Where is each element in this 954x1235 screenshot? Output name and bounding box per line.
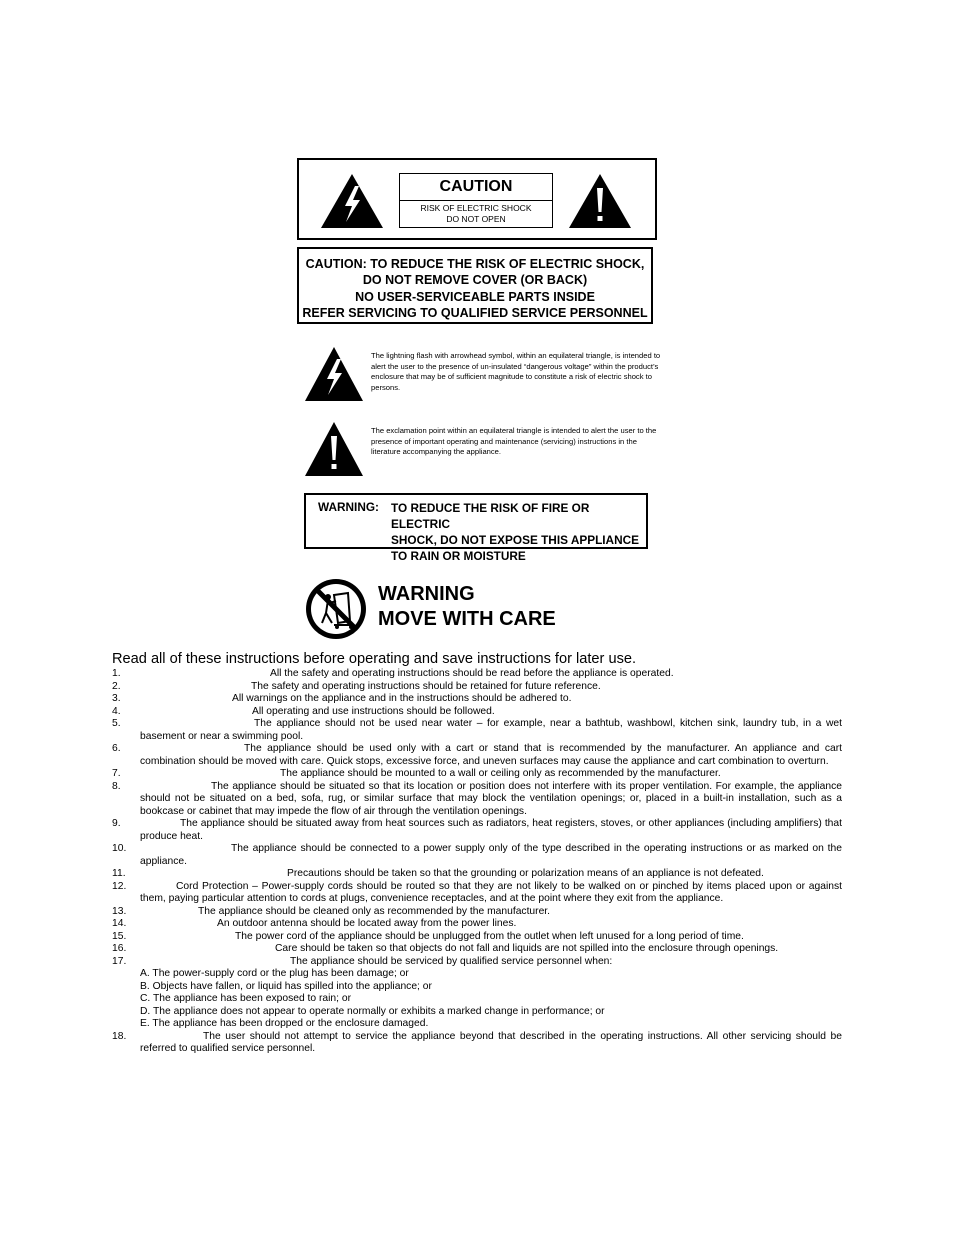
cover-caution-line: NO USER-SERVICEABLE PARTS INSIDE — [355, 289, 595, 304]
lightning-warning-icon — [303, 345, 365, 403]
instruction-number: 9. — [112, 818, 121, 829]
lightning-symbol-text: The lightning flash with arrowhead symbol, within an equilateral triangle, is intended to alert the user to the presence of un-insulated “dangerous voltage” within the product’s enclosure that may be of sufficient magnitude to constitute a risk of electric shock to persons. — [371, 351, 661, 392]
instruction-number: 11. — [112, 868, 126, 879]
instruction-text: Care should be taken so that objects do not fall and liquids are not spilled into the enclosure through openings. — [275, 943, 779, 954]
instruction-text: The safety and operating instructions should be retained for future reference. — [251, 680, 601, 692]
instruction-item — [112, 743, 842, 768]
instruction-item — [112, 843, 842, 868]
exclamation-warning-icon — [303, 420, 365, 478]
instruction-item — [112, 693, 842, 706]
moisture-warning-box — [304, 493, 648, 563]
exclamation-warning-icon — [567, 172, 633, 230]
instruction-item — [112, 881, 842, 906]
warning-label: WARNING: — [318, 500, 379, 514]
instruction-number: 8. — [112, 780, 121, 792]
instruction-item — [112, 868, 842, 881]
lightning-symbol-explanation — [303, 345, 661, 403]
service-condition-item: C. The appliance has been exposed to rain; or — [140, 993, 352, 1004]
instruction-item — [112, 956, 842, 969]
caution-label — [399, 173, 553, 228]
instruction-item — [112, 943, 842, 956]
instruction-number: 12. — [112, 880, 127, 892]
instruction-text: All warnings on the appliance and in the instructions should be adhered to. — [232, 693, 572, 704]
instruction-text: Precautions should be taken so that the grounding or polarization means of an appliance is not defeated. — [287, 868, 764, 879]
instruction-number: 5. — [112, 718, 121, 729]
instruction-number: 2. — [112, 680, 121, 692]
instruction-text: The appliance should be situated away from heat sources such as radiators, heat registers, stoves, or other appliances (including amplifiers) that produce heat. — [140, 818, 842, 842]
instruction-number: 17. — [112, 955, 127, 967]
cover-caution-box — [297, 247, 653, 324]
instruction-text: All the safety and operating instructions should be read before the appliance is operated. — [270, 668, 674, 679]
instruction-number: 4. — [112, 705, 121, 717]
caution-subtitle: RISK OF ELECTRIC SHOCK DO NOT OPEN — [420, 203, 532, 224]
instruction-item — [112, 906, 842, 919]
caution-title: CAUTION — [400, 174, 552, 201]
cover-caution-line: DO NOT REMOVE COVER (OR BACK) — [362, 273, 588, 288]
instruction-number: 10. — [112, 843, 127, 854]
instruction-item — [112, 768, 842, 781]
service-condition-item: E. The appliance has been dropped or the enclosure damaged. — [140, 1018, 429, 1029]
instruction-text: The appliance should be used only with a cart or stand that is recommended by the manufacturer. An appliance and cart combination should be moved with care. Quick stops, excessive force, and uneven surfaces may cause the appliance and cart combination to overturn. — [140, 743, 842, 767]
instruction-text: The user should not attempt to service the appliance beyond that described in the operating instructions. All other servicing should be referred to qualified service personnel. — [140, 1030, 842, 1054]
warning-text: TO REDUCE THE RISK OF FIRE OR ELECTRIC SHOCK, DO NOT EXPOSE THIS APPLIANCE TO RAIN OR MOISTURE — [391, 501, 639, 563]
instruction-text: The appliance should be serviced by qualified service personnel when: — [290, 955, 613, 967]
move-with-care-title: WARNING MOVE WITH CARE — [378, 583, 556, 630]
instruction-item — [112, 668, 842, 681]
instruction-number: 15. — [112, 930, 127, 942]
instruction-text: The appliance should be mounted to a wall or ceiling only as recommended by the manufacturer. — [280, 768, 721, 779]
exclamation-symbol-text: The exclamation point within an equilateral triangle is intended to alert the user to the presence of important operating and maintenance (servicing) instructions in the literature accompanying the appliance. — [371, 426, 657, 457]
exclamation-symbol-explanation — [303, 420, 658, 478]
instruction-text: All operating and use instructions should be followed. — [252, 705, 495, 717]
instruction-text: The appliance should be connected to a power supply only of the type described in the operating instructions or as marked on the appliance. — [140, 843, 842, 867]
instruction-text: Cord Protection – Power-supply cords should be routed so that they are not likely to be walked on or pinched by items placed upon or against them, paying particular attention to cords at plugs, convenience receptacles, and at the point where they exit from the appliance. — [140, 880, 842, 904]
instruction-item — [112, 931, 842, 944]
instruction-item — [112, 706, 842, 719]
service-condition-item: B. Objects have fallen, or liquid has spilled into the appliance; or — [140, 980, 432, 992]
instruction-number: 3. — [112, 693, 121, 704]
instructions-list — [112, 668, 842, 1056]
service-condition-item: D. The appliance does not appear to operate normally or exhibits a marked change in performance; or — [140, 1005, 605, 1017]
lightning-warning-icon — [319, 172, 385, 230]
instruction-number: 1. — [112, 668, 121, 679]
instruction-item — [112, 1031, 842, 1056]
instruction-item — [112, 818, 842, 843]
instruction-text: The appliance should not be used near water – for example, near a bathtub, washbowl, kitchen sink, laundry tub, in a wet basement or near a swimming pool. — [140, 718, 842, 742]
instruction-text: The power cord of the appliance should be unplugged from the outlet when left unused for a long period of time. — [235, 930, 744, 942]
service-conditions-list — [112, 968, 842, 1031]
instructions-intro: Read all of these instructions before operating and save instructions for later use. — [112, 651, 637, 667]
instruction-number: 18. — [112, 1030, 127, 1042]
caution-box — [297, 158, 657, 240]
instruction-item — [112, 681, 842, 694]
cover-caution-line: CAUTION: TO REDUCE THE RISK OF ELECTRIC SHOCK, — [305, 257, 645, 271]
instruction-text: An outdoor antenna should be located away from the power lines. — [217, 918, 517, 929]
instruction-text: The appliance should be situated so that its location or position does not interfere with its proper ventilation. For example, the appliance should not be situated on a bed, sofa, rug, or similar surface that may block the ventilation openings; or, placed in a built-in installation, such as a bookcase or cabinet that may impede the flow of air through the ventilation openings. — [140, 780, 842, 817]
instruction-number: 7. — [112, 768, 121, 779]
instruction-number: 14. — [112, 918, 127, 929]
instruction-number: 16. — [112, 943, 127, 954]
instruction-item — [112, 781, 842, 819]
cart-tip-over-icon — [304, 577, 368, 641]
instruction-text: The appliance should be cleaned only as recommended by the manufacturer. — [198, 905, 551, 917]
service-condition-item: A. The power-supply cord or the plug has been damage; or — [140, 968, 409, 979]
instruction-item — [112, 918, 842, 931]
instruction-number: 13. — [112, 905, 127, 917]
cover-caution-line: REFER SERVICING TO QUALIFIED SERVICE PERSONNEL — [302, 305, 648, 320]
instruction-number: 6. — [112, 743, 121, 754]
instruction-item — [112, 718, 842, 743]
